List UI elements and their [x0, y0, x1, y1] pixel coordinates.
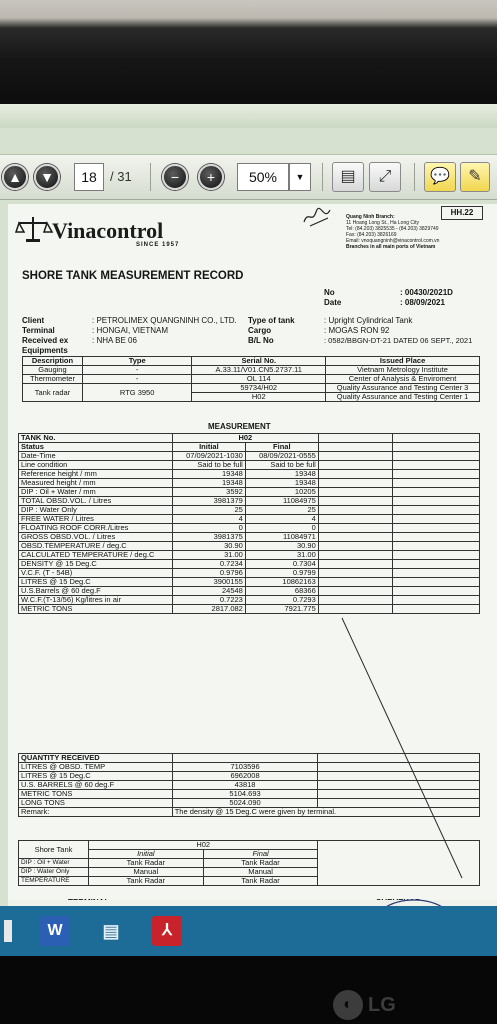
table-row: Remark: The density @ 15 Deg.C were given by terminal. — [19, 808, 480, 817]
tank-type-label: Type of tank — [248, 316, 295, 325]
terminal-label: Terminal — [22, 326, 55, 335]
pdf-toolbar — [0, 154, 497, 200]
date-value: : 08/09/2021 — [400, 298, 445, 307]
table-row: W.C.F.(T-13/56) Kg/litres in air 0.7223 0.7293 — [19, 596, 480, 605]
table-row: METRIC TONS 2817.082 7921.775 — [19, 605, 480, 614]
toolbar-separator — [150, 163, 151, 191]
table-row: V.C.F. (T - 54B) 0.9796 0.9799 — [19, 569, 480, 578]
toolbar-separator — [414, 163, 415, 191]
table-row: DENSITY @ 15 Deg.C 0.7234 0.7304 — [19, 560, 480, 569]
table-row: METRIC TONS 5104.693 — [19, 790, 480, 799]
date-label: Date — [324, 298, 342, 307]
zoom-dropdown-icon[interactable]: ▼ — [289, 163, 311, 191]
table-row: LITRES @ 15 Deg.C 3900155 10862163 — [19, 578, 480, 587]
record-title: SHORE TANK MEASUREMENT RECORD — [22, 270, 244, 282]
comment-icon[interactable]: 💬 — [424, 162, 456, 192]
table-row: Line condition Said to be full Said to be full — [19, 461, 480, 470]
table-row: Description Type Serial No. Issued Place — [23, 357, 480, 366]
page-total: / 31 — [110, 169, 132, 184]
arrow-down-icon[interactable]: ▼ — [34, 164, 60, 190]
pdf-page — [8, 204, 497, 924]
table-row: LONG TONS 5024.090 — [19, 799, 480, 808]
table-row: Reference height / mm 19348 19348 — [19, 470, 480, 479]
scale-logo-icon — [16, 214, 50, 244]
table-row: Date-Time 07/09/2021-1030 08/09/2021-0555 — [19, 452, 480, 461]
table-row: Initial Final — [19, 850, 480, 859]
table-row: QUANTITY RECEIVED — [19, 754, 480, 763]
no-label: No — [324, 288, 335, 297]
table-row: Measured height / mm 19348 19348 — [19, 479, 480, 488]
pdf-reader-app-icon[interactable]: ⅄ — [152, 916, 182, 946]
table-row: DIP : Water Only Manual Manual — [19, 868, 480, 877]
form-code: HH.22 — [441, 206, 483, 220]
received-label: Received ex — [22, 336, 69, 345]
cargo-label: Cargo — [248, 326, 272, 335]
client-value: : PETROLIMEX QUANGNINH CO., LTD. — [92, 316, 237, 325]
since-label: SINCE 1957 — [136, 242, 180, 248]
windows-taskbar — [0, 906, 497, 956]
table-row: DIP : Water Only 25 25 — [19, 506, 480, 515]
equipments-label: Equipments — [22, 346, 68, 355]
table-row: Thermometer - OL 114 Center of Analysis & Enviroment — [23, 375, 480, 384]
bl-label: B/L No — [248, 336, 274, 345]
table-row: Gauging - A.33.11/V01.CN5.2737.11 Vietnam Metrology Institute — [23, 366, 480, 375]
branch-info: Quang Ninh Branch: 11 Hoang Long St., Ha Long City Tel: (84.203) 3825535 - (84.203) 3829749 Fax: (84.203) 3826169 Email: vnoquangninh@vinacontrol.com.vn Branches in all main ports of Vietnam — [346, 214, 440, 250]
received-value: : NHA BE 06 — [92, 336, 137, 345]
terminal-value: : HONGAI, VIETNAM — [92, 326, 169, 335]
fit-width-icon[interactable]: ⤢ — [369, 162, 401, 192]
table-row: DIP : Oil + Water / mm 3592 10205 — [19, 488, 480, 497]
no-value: : 00430/2021D — [400, 288, 453, 297]
table-row: U.S. BARRELS @ 60 deg.F 43818 — [19, 781, 480, 790]
table-row: FLOATING ROOF CORR./Litres 0 0 — [19, 524, 480, 533]
tank-type-value: : Upright Cylindrical Tank — [324, 316, 413, 325]
company-logo-text: Vinacontrol — [52, 218, 164, 243]
measurement-table — [18, 433, 480, 614]
table-row: GROSS OBSD.VOL. / Litres 3981375 11084971 — [19, 533, 480, 542]
page-number-input[interactable]: 18 — [74, 163, 104, 191]
client-label: Client — [22, 316, 45, 325]
monitor-brand: LG — [368, 994, 396, 1016]
table-row: Status Initial Final — [19, 443, 480, 452]
table-row: OBSD.TEMPERATURE / deg.C 30.90 30.90 — [19, 542, 480, 551]
window-title-bar — [0, 104, 497, 128]
equipment-table — [22, 356, 480, 402]
table-row: TOTAL OBSD.VOL. / Litres 3981379 11084975 — [19, 497, 480, 506]
bl-value: : 0582/BBGN-DT-21 DATED 06 SEPT., 2021 — [324, 336, 473, 345]
table-row: Tank radar RTG 3950 59734/H02 Quality Assurance and Testing Center 3 — [23, 384, 480, 393]
taskbar-edge-icon — [4, 920, 12, 942]
table-row: LITRES @ 15 Deg.C 6962008 — [19, 772, 480, 781]
table-row: FREE WATER / Litres 4 4 — [19, 515, 480, 524]
screen — [0, 104, 497, 956]
monitor-bezel-top — [0, 0, 497, 105]
fit-page-icon[interactable]: ▤ — [332, 162, 364, 192]
lg-logo-icon: ◐ — [333, 990, 363, 1020]
highlight-icon[interactable]: ✎ — [460, 162, 490, 192]
table-row: TANK No. H02 — [19, 434, 480, 443]
table-row: TEMPERATURE Tank Radar Tank Radar — [19, 877, 480, 886]
table-row: H02 Quality Assurance and Testing Center 1 — [23, 393, 480, 402]
zoom-in-icon[interactable]: + — [198, 164, 224, 190]
toolbar-separator — [322, 163, 323, 191]
table-row: CALCULATED TEMPERATURE / deg.C 31.00 31.00 — [19, 551, 480, 560]
table-row: LITRES @ OBSD. TEMP 7103596 — [19, 763, 480, 772]
table-row: DIP : Oil + Water Tank Radar Tank Radar — [19, 859, 480, 868]
monitor-bezel-bottom — [0, 956, 497, 1024]
table-row: U.S.Barrels @ 60 deg.F 24548 68366 — [19, 587, 480, 596]
scanner-app-icon[interactable]: ▤ — [102, 921, 120, 941]
zoom-out-icon[interactable]: − — [162, 164, 188, 190]
arrow-up-icon[interactable]: ▲ — [2, 164, 28, 190]
zoom-input[interactable]: 50% — [237, 163, 289, 191]
measurement-title: MEASUREMENT — [208, 422, 271, 431]
word-app-icon[interactable]: W — [40, 916, 70, 946]
cargo-value: : MOGAS RON 92 — [324, 326, 390, 335]
table-row: Shore Tank H02 — [19, 841, 480, 850]
initials-signature — [300, 204, 336, 230]
strike-through-line — [338, 614, 468, 884]
